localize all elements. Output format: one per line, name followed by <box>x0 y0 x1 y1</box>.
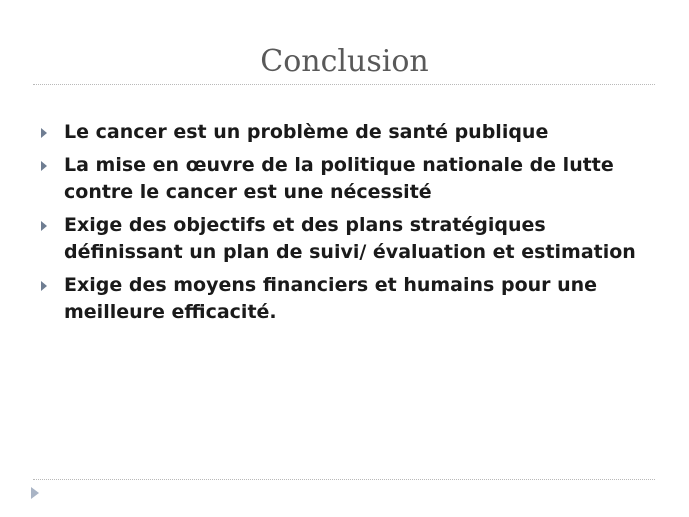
triangle-right-icon <box>41 161 47 171</box>
bullet-item <box>39 152 659 206</box>
triangle-right-icon <box>41 128 47 138</box>
bullet-item <box>39 119 659 146</box>
bullet-list <box>39 119 659 332</box>
bullet-item <box>39 272 659 326</box>
bullet-text: Le cancer est un problème de santé publique <box>64 121 549 143</box>
play-arrow-icon[interactable] <box>31 487 39 499</box>
bullet-text: La mise en œuvre de la politique nationale de lutte contre le cancer est une nécessité <box>64 154 614 203</box>
triangle-right-icon <box>41 281 47 291</box>
footer-divider <box>33 479 655 480</box>
bullet-text: Exige des objectifs et des plans stratégiques définissant un plan de suivi/ évaluation et estimation <box>64 214 636 263</box>
bullet-text: Exige des moyens financiers et humains pour une meilleure efficacité. <box>64 274 598 323</box>
triangle-right-icon <box>41 221 47 231</box>
title-divider <box>33 84 655 85</box>
slide-title: Conclusion <box>260 44 429 79</box>
bullet-item <box>39 212 659 266</box>
